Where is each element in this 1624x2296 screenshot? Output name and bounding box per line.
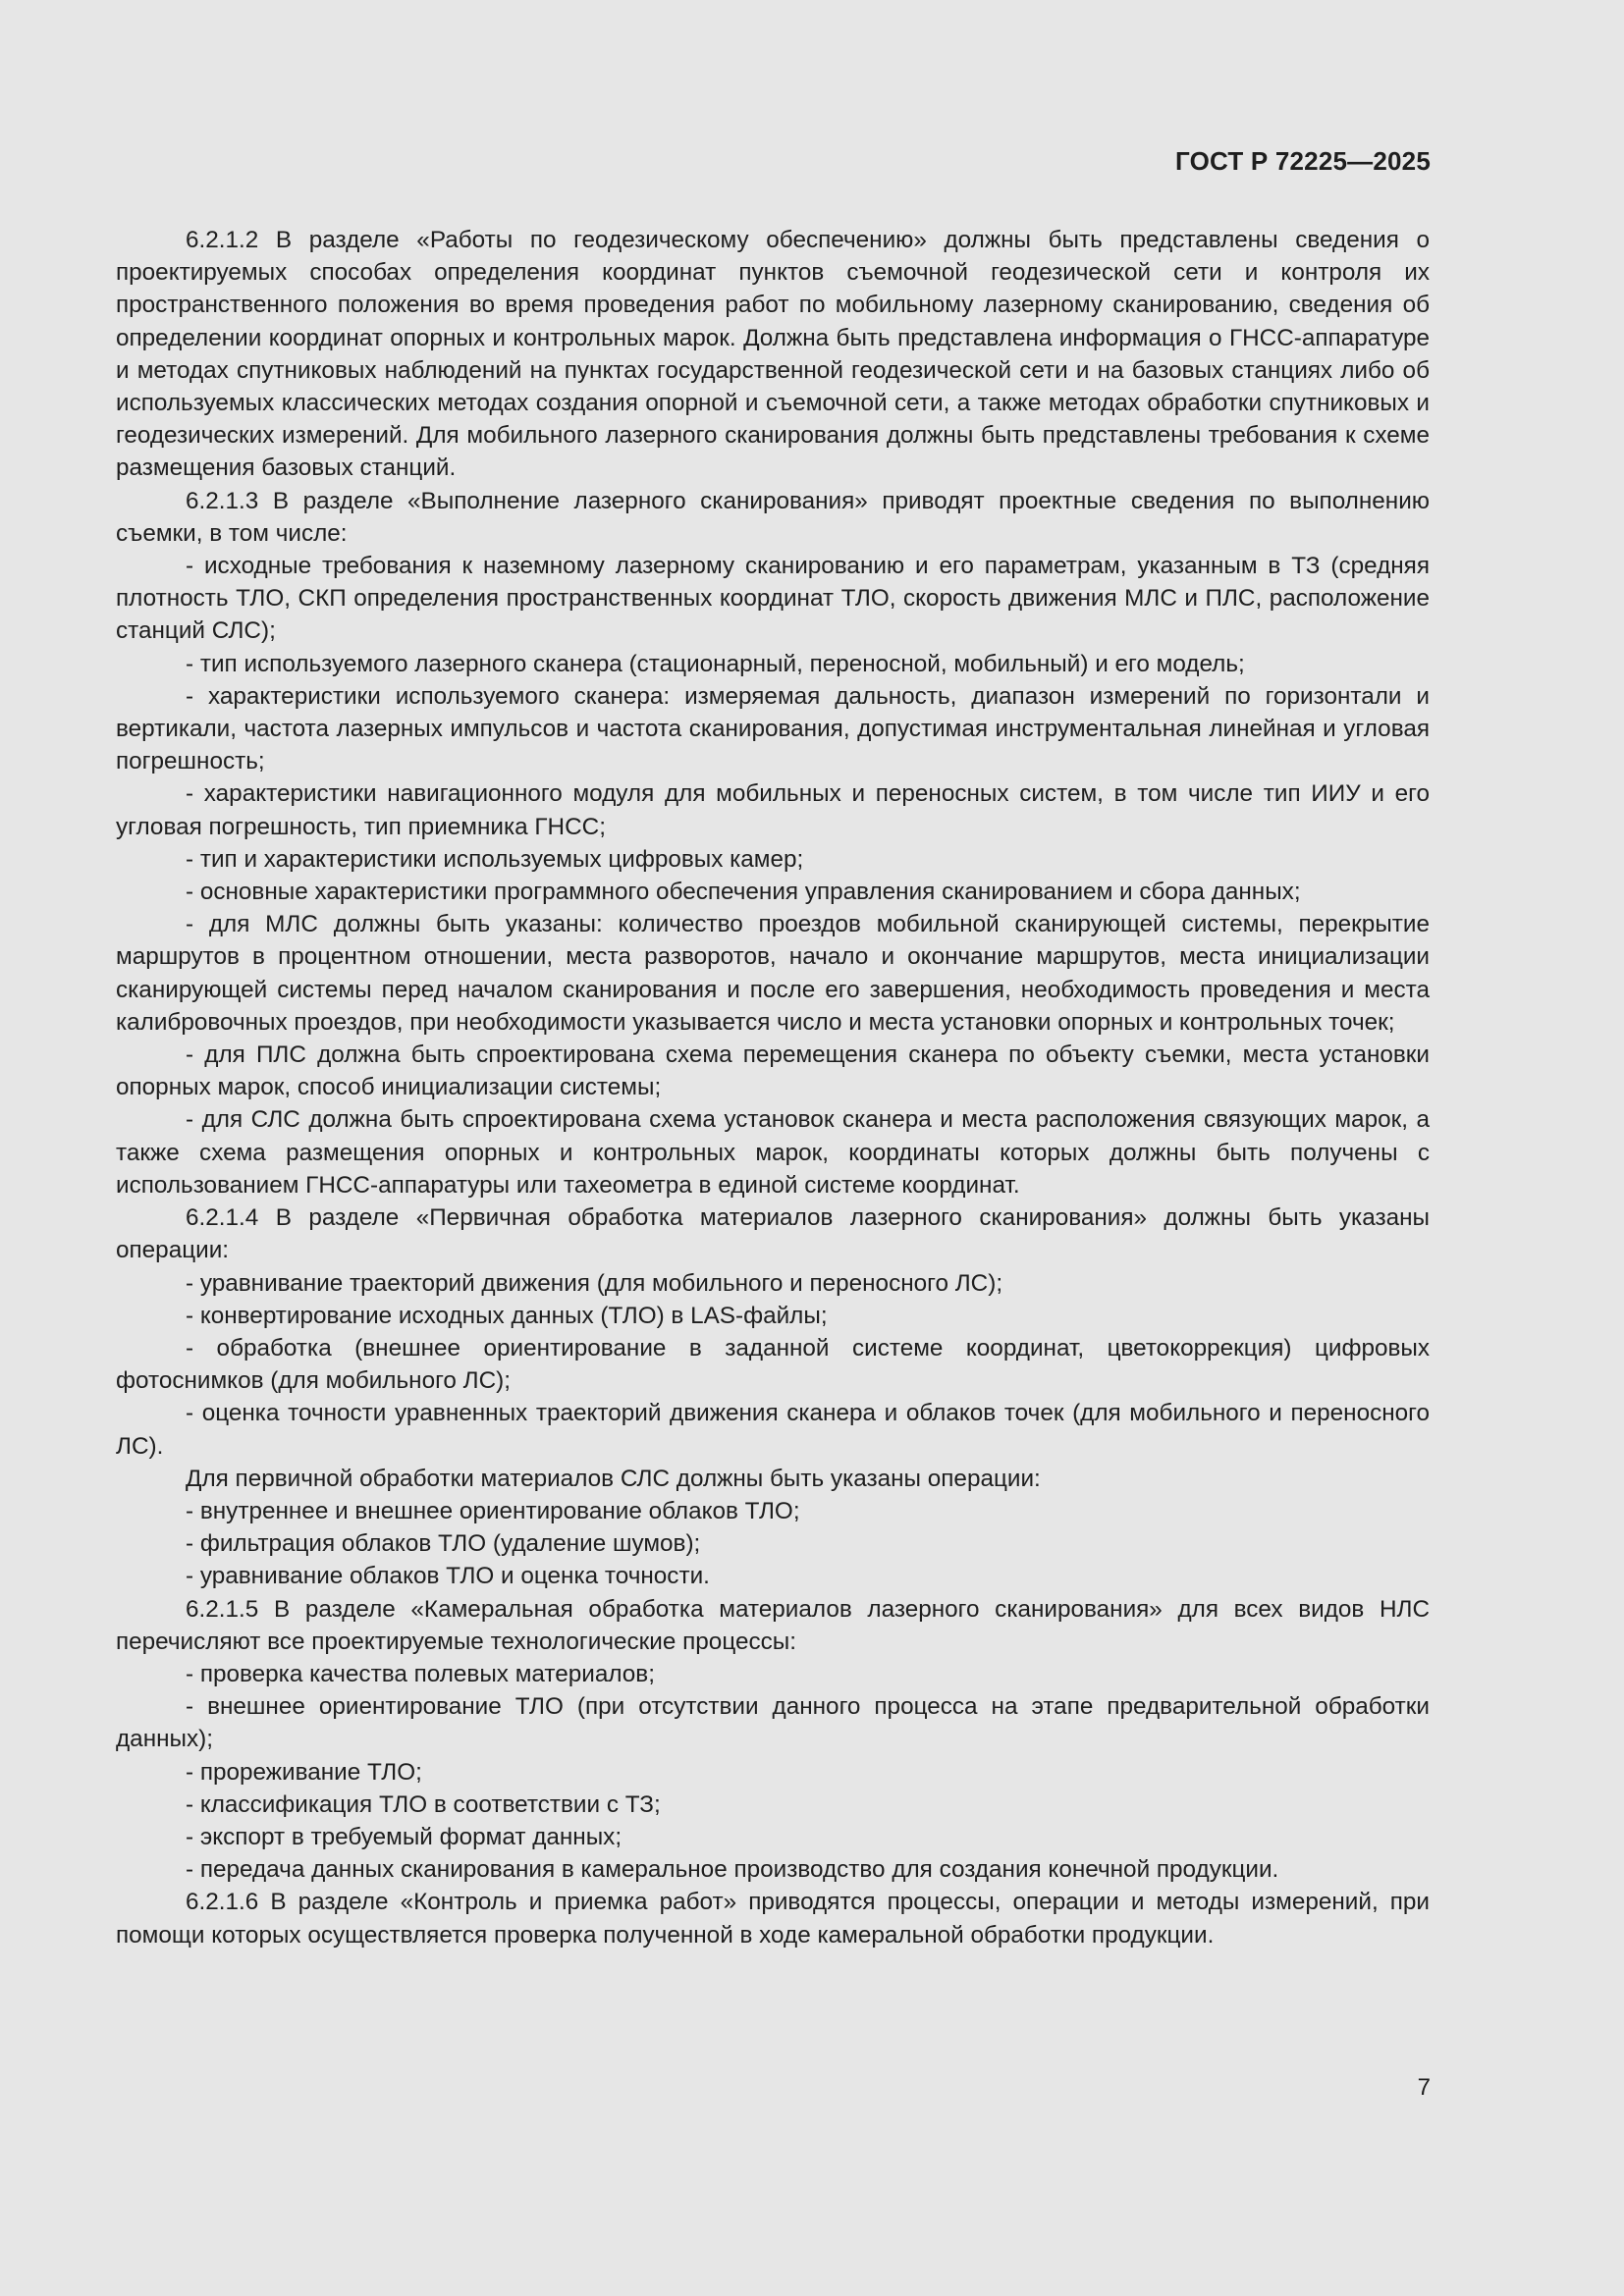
list-item: - экспорт в требуемый формат данных; bbox=[186, 1823, 623, 1850]
list-item: - основные характеристики программного обеспечения управления сканированием и сбора данных; bbox=[186, 879, 1301, 906]
list-item: - фильтрация облаков ТЛО (удаление шумов); bbox=[186, 1530, 701, 1558]
list-item: - тип и характеристики используемых цифровых камер; bbox=[186, 845, 804, 873]
list-item: - характеристики используемого сканера: измеряемая дальность, диапазон измерений по горизонтали и вертикали, частота лазерных импульсов и частота сканирования, допустимая инструментальная линейная и угловая погрешность; bbox=[116, 682, 1430, 775]
list-item: - характеристики навигационного модуля для мобильных и переносных систем, в том числе тип ИИУ и его угловая погрешность, тип приемника ГНСС; bbox=[116, 780, 1430, 840]
list-item: - обработка (внешнее ориентирование в заданной системе координат, цветокоррекция) цифровых фотоснимков (для мобильного ЛС); bbox=[116, 1334, 1430, 1395]
paragraph-6-2-1-5: 6.2.1.5 В разделе «Камеральная обработка материалов лазерного сканирования» для всех видов НЛС перечисляют все проектируемые технологические процессы: bbox=[116, 1595, 1430, 1655]
list-item: - внутреннее и внешнее ориентирование облаков ТЛО; bbox=[186, 1497, 800, 1524]
list-item: - уравнивание траекторий движения (для мобильного и переносного ЛС); bbox=[186, 1269, 1003, 1297]
paragraph-sls-operations: Для первичной обработки материалов СЛС должны быть указаны операции: bbox=[186, 1465, 1041, 1492]
list-item: - проверка качества полевых материалов; bbox=[186, 1660, 655, 1687]
list-item: - внешнее ориентирование ТЛО (при отсутствии данного процесса на этапе предварительной обработки данных); bbox=[116, 1693, 1430, 1753]
list-item: - для МЛС должны быть указаны: количество проездов мобильной сканирующей системы, перекрытие маршрутов в процентном отношении, места разворотов, начало и окончание маршрутов, места инициализации сканирующей системы перед началом сканирования и после его завершения, необходимость проведения и места калибровочных проездов, при необходимости указывается число и места установки опорных и контрольных точек; bbox=[116, 911, 1430, 1036]
document-body bbox=[116, 224, 1430, 1951]
paragraph-6-2-1-3: 6.2.1.3 В разделе «Выполнение лазерного сканирования» приводят проектные сведения по выполнению съемки, в том числе: bbox=[116, 487, 1430, 547]
list-item: - конвертирование исходных данных (ТЛО) в LAS-файлы; bbox=[186, 1302, 828, 1329]
list-item: - для СЛС должна быть спроектирована схема установок сканера и места расположения связующих марок, а также схема размещения опорных и контрольных марок, координаты которых должны быть получены с использованием ГНСС-аппаратуры или тахеометра в единой системе координат. bbox=[116, 1106, 1430, 1199]
paragraph-6-2-1-4: 6.2.1.4 В разделе «Первичная обработка материалов лазерного сканирования» должны быть указаны операции: bbox=[116, 1204, 1430, 1264]
list-item: - прореживание ТЛО; bbox=[186, 1758, 422, 1786]
list-item: - классификация ТЛО в соответствии с ТЗ; bbox=[186, 1790, 661, 1818]
list-item: - оценка точности уравненных траекторий движения сканера и облаков точек (для мобильного и переносного ЛС). bbox=[116, 1400, 1430, 1460]
paragraph-6-2-1-6: 6.2.1.6 В разделе «Контроль и приемка работ» приводятся процессы, операции и методы измерений, при помощи которых осуществляется проверка полученной в ходе камеральной обработки продукции. bbox=[116, 1889, 1430, 1949]
list-item: - передача данных сканирования в камеральное производство для создания конечной продукции. bbox=[186, 1856, 1279, 1884]
list-item: - уравнивание облаков ТЛО и оценка точности. bbox=[186, 1563, 710, 1590]
list-item: - для ПЛС должна быть спроектирована схема перемещения сканера по объекту съемки, места установки опорных марок, способ инициализации системы; bbox=[116, 1041, 1430, 1101]
list-item: - исходные требования к наземному лазерному сканированию и его параметрам, указанным в ТЗ (средняя плотность ТЛО, СКП определения пространственных координат ТЛО, скорость движения МЛС и ПЛС, расположение станций СЛС); bbox=[116, 553, 1430, 645]
page-number: 7 bbox=[1417, 2074, 1431, 2101]
list-item: - тип используемого лазерного сканера (стационарный, переносной, мобильный) и его модель; bbox=[186, 650, 1245, 677]
document-header: ГОСТ Р 72225—2025 bbox=[1175, 146, 1431, 176]
paragraph-6-2-1-2: 6.2.1.2 В разделе «Работы по геодезическому обеспечению» должны быть представлены сведения о проектируемых способах определения координат пунктов съемочной геодезической сети и контроля их пространственного положения во время проведения работ по мобильному лазерному сканированию, сведения об определении координат опорных и контрольных марок. Должна быть представлена информация о ГНСС-аппаратуре и методах спутниковых наблюдений на пунктах государственной геодезической сети и на базовых станциях либо об используемых классических методах создания опорной и съемочной сети, а также методах обработки спутниковых и геодезических измерений. Для мобильного лазерного сканирования должны быть представлены требования к схеме размещения базовых станций. bbox=[116, 227, 1430, 482]
